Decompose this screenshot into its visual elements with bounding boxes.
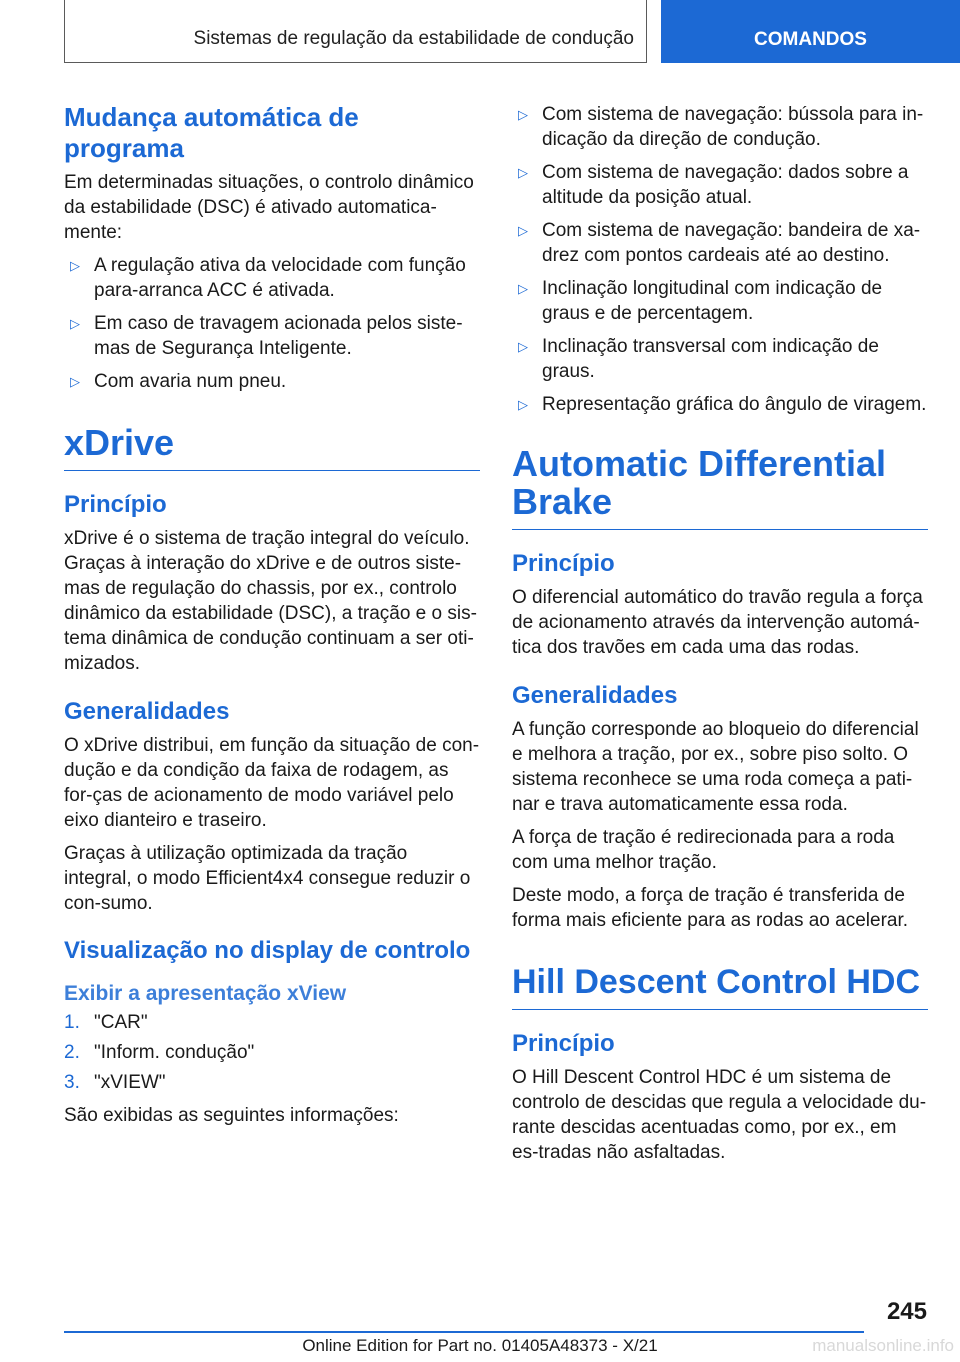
list-item: ▷ Em caso de travagem acionada pelos siste-mas de Segurança Inteligente. xyxy=(70,313,463,359)
header-section-box xyxy=(64,0,647,63)
list-item: ▷ Com sistema de navegação: bússola para in-dicação da direção de condução. xyxy=(518,104,924,150)
steps-list xyxy=(64,1010,480,1095)
hdc-title: Hill Descent Control HDC xyxy=(512,963,928,1010)
adb-generalidades-text-3: Deste modo, a força de tração é transferida de forma mais eficiente para as rodas ao acelerar. xyxy=(512,885,909,931)
hdc-principio-text: O Hill Descent Control HDC é um sistema de controlo de descidas que regula a velocidade du-rante descidas acentuadas como, por ex., em es-tradas não asfaltadas. xyxy=(512,1067,927,1163)
list-item: ▷ Com sistema de navegação: bandeira de xa-drez com pontos cardeais até ao destino. xyxy=(518,220,921,266)
exibir-heading: Exibir a apresentação xView xyxy=(64,982,347,1005)
mudanca-heading: Mudança automática de programa xyxy=(64,102,359,163)
triangle-right-icon: ▷ xyxy=(518,223,528,238)
hdc-principio-heading: Princípio xyxy=(512,1030,615,1057)
triangle-right-icon: ▷ xyxy=(70,374,80,389)
generalidades-heading: Generalidades xyxy=(64,698,230,725)
adb-title: Automatic Differential Brake xyxy=(512,445,928,530)
mudanca-list xyxy=(64,253,480,394)
xdrive-title: xDrive xyxy=(64,424,480,471)
generalidades-text-2: Graças à utilização optimizada da tração integral, o modo Efficient4x4 consegue reduzir o con-sumo. xyxy=(64,843,471,914)
triangle-right-icon: ▷ xyxy=(518,107,528,122)
list-item: ▷ A regulação ativa da velocidade com função para-arranca ACC é ativada. xyxy=(70,255,466,301)
principio-text: xDrive é o sistema de tração integral do veículo. Graças à interação do xDrive e de outros siste-mas de regulação do chassis, por ex., controlo dinâmico da estabilidade (DSC), a tração e o sis-tema dinâmica de condução continuam a ser oti-mizados. xyxy=(64,528,477,674)
header-section-title: Sistemas de regulação da estabilidade de condução xyxy=(193,28,634,49)
triangle-right-icon: ▷ xyxy=(518,339,528,354)
triangle-right-icon: ▷ xyxy=(518,165,528,180)
adb-generalidades-text-1: A função corresponde ao bloqueio do diferencial e melhora a tração, por ex., sobre piso solto. O sistema reconhece se uma roda começa a pati-nar e trava automaticamente essa roda. xyxy=(512,719,919,815)
list-item: 3. "xVIEW" xyxy=(64,1072,166,1093)
principio-heading: Princípio xyxy=(64,491,167,518)
list-item: ▷ Com avaria num pneu. xyxy=(70,371,287,392)
mudanca-text: Em determinadas situações, o controlo dinâmico da estabilidade (DSC) é ativado automatica-mente: xyxy=(64,172,474,243)
list-item: ▷ Representação gráfica do ângulo de viragem. xyxy=(518,394,927,415)
list-item: 1. "CAR" xyxy=(64,1012,148,1033)
left-column xyxy=(64,102,480,1136)
triangle-right-icon: ▷ xyxy=(518,281,528,296)
info-list xyxy=(512,102,928,417)
adb-generalidades-text-2: A força de tração é redirecionada para a roda com uma melhor tração. xyxy=(512,827,895,873)
triangle-right-icon: ▷ xyxy=(518,397,528,412)
adb-principio-text: O diferencial automático do travão regula a força de acionamento através da intervenção automá-tica dos travões em cada uma das rodas. xyxy=(512,587,923,658)
list-item: 2. "Inform. condução" xyxy=(64,1042,255,1063)
triangle-right-icon: ▷ xyxy=(70,258,80,273)
generalidades-text-1: O xDrive distribui, em função da situação de con-dução e da condição da faixa de rodagem, as for-ças de acionamento de modo variável pelo eixo dianteiro e traseiro. xyxy=(64,735,480,831)
right-column xyxy=(512,102,928,1173)
info-text: São exibidas as seguintes informações: xyxy=(64,1105,399,1126)
adb-principio-heading: Princípio xyxy=(512,550,615,577)
watermark: manualsonline.info xyxy=(812,1336,954,1355)
page-number: 245 xyxy=(886,1298,927,1325)
footer-rule xyxy=(64,1331,864,1333)
adb-generalidades-heading: Generalidades xyxy=(512,682,678,709)
list-item: ▷ Inclinação transversal com indicação de graus. xyxy=(518,336,879,382)
visualizacao-heading: Visualização no display de controlo xyxy=(64,937,471,964)
list-item: ▷ Com sistema de navegação: dados sobre a altitude da posição atual. xyxy=(518,162,909,208)
triangle-right-icon: ▷ xyxy=(70,316,80,331)
header-tab-comandos: COMANDOS xyxy=(661,0,960,63)
list-item: ▷ Inclinação longitudinal com indicação de graus e de percentagem. xyxy=(518,278,883,324)
footer-edition: Online Edition for Part no. 01405A48373 - X/21 xyxy=(302,1336,658,1355)
